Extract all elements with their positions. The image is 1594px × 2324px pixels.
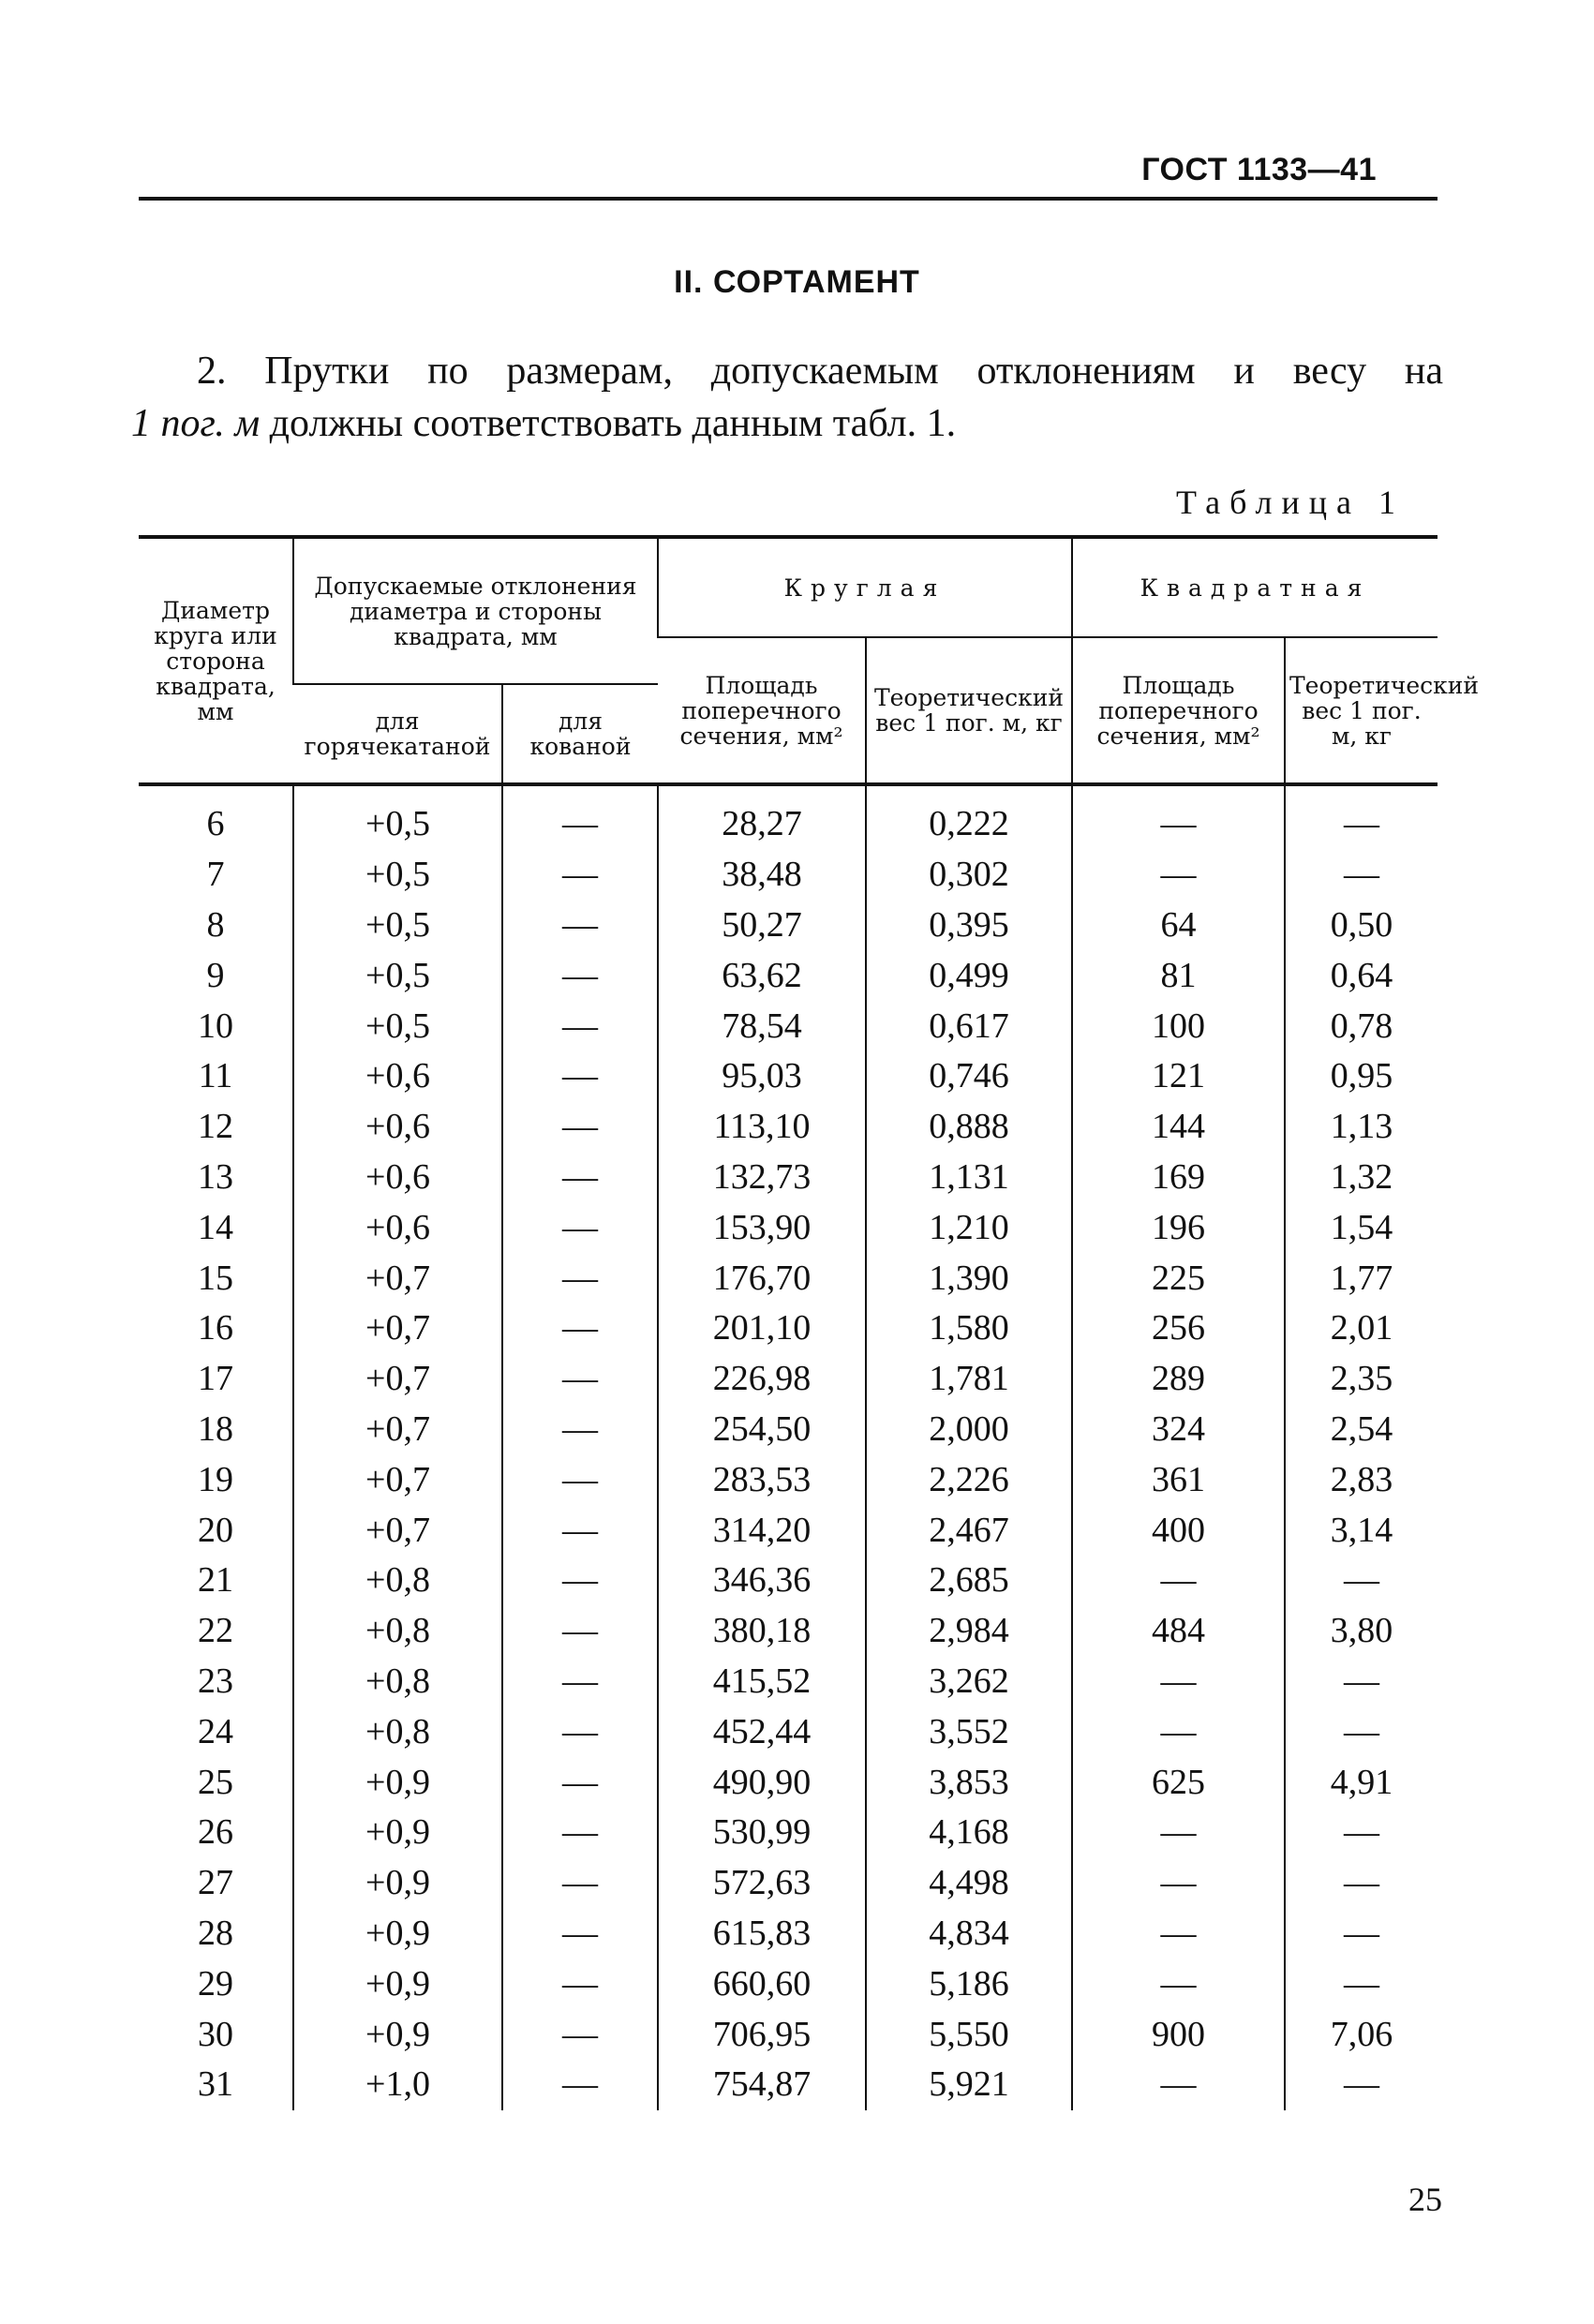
cell-tolerance-hot-rolled: +0,8 bbox=[293, 1606, 502, 1657]
table-row bbox=[139, 1556, 1438, 1606]
cell-tolerance-forged: — bbox=[502, 1253, 658, 1304]
cell-round-weight: 0,302 bbox=[866, 850, 1072, 901]
cell-tolerance-forged: — bbox=[502, 2009, 658, 2060]
cell-square-area: — bbox=[1072, 850, 1285, 901]
cell-square-area: — bbox=[1072, 1959, 1285, 2009]
cell-round-weight: 1,781 bbox=[866, 1354, 1072, 1405]
cell-round-area: 254,50 bbox=[658, 1405, 866, 1455]
cell-round-weight: 5,550 bbox=[866, 2009, 1072, 2060]
cell-size: 13 bbox=[198, 1156, 233, 1197]
cell-round-weight: 0,888 bbox=[866, 1102, 1072, 1153]
table-row bbox=[139, 1757, 1438, 1808]
table-row bbox=[139, 2009, 1438, 2060]
table-row bbox=[139, 2060, 1438, 2110]
cell-square-area: 121 bbox=[1072, 1051, 1285, 1102]
cell-size: 18 bbox=[198, 1408, 233, 1449]
cell-square-area: 100 bbox=[1072, 1001, 1285, 1051]
cell-tolerance-hot-rolled: +0,8 bbox=[293, 1706, 502, 1757]
cell-tolerance-forged: — bbox=[502, 1909, 658, 1959]
cell-round-area: 50,27 bbox=[658, 901, 866, 951]
cell-round-area: 380,18 bbox=[658, 1606, 866, 1657]
header-rule bbox=[139, 197, 1438, 201]
table-row bbox=[139, 1909, 1438, 1959]
cell-square-weight: 1,13 bbox=[1285, 1102, 1438, 1153]
paragraph-line-1: 2. Прутки по размерам, допускаемым отклонениям и весу на bbox=[197, 350, 1443, 393]
header-size: Диаметр круга или сторона квадрата, мм bbox=[139, 537, 293, 784]
cell-size: 9 bbox=[206, 955, 225, 995]
cell-square-weight: — bbox=[1285, 1556, 1438, 1606]
cell-tolerance-hot-rolled: +0,9 bbox=[293, 1909, 502, 1959]
cell-round-area: 572,63 bbox=[658, 1858, 866, 1909]
table-row bbox=[139, 1354, 1438, 1405]
cell-round-area: 95,03 bbox=[658, 1051, 866, 1102]
cell-tolerance-hot-rolled: +0,7 bbox=[293, 1304, 502, 1354]
cell-square-area: — bbox=[1072, 1706, 1285, 1757]
cell-tolerance-forged: — bbox=[502, 1505, 658, 1556]
cell-round-area: 226,98 bbox=[658, 1354, 866, 1405]
table-body bbox=[139, 784, 1438, 2110]
table-row bbox=[139, 950, 1438, 1001]
cell-size: 25 bbox=[198, 1762, 233, 1802]
table-row bbox=[139, 1657, 1438, 1707]
cell-round-area: 153,90 bbox=[658, 1202, 866, 1253]
cell-size: 12 bbox=[198, 1107, 233, 1147]
cell-size: 14 bbox=[198, 1207, 233, 1247]
cell-round-area: 78,54 bbox=[658, 1001, 866, 1051]
cell-square-weight: 0,64 bbox=[1285, 950, 1438, 1001]
cell-tolerance-forged: — bbox=[502, 1102, 658, 1153]
cell-round-area: 415,52 bbox=[658, 1657, 866, 1707]
cell-square-weight: 2,54 bbox=[1285, 1405, 1438, 1455]
cell-tolerance-hot-rolled: +0,5 bbox=[293, 1001, 502, 1051]
cell-round-area: 754,87 bbox=[658, 2060, 866, 2110]
table-row bbox=[139, 1102, 1438, 1153]
cell-round-area: 28,27 bbox=[658, 784, 866, 850]
cell-size: 23 bbox=[198, 1661, 233, 1701]
cell-tolerance-hot-rolled: +0,5 bbox=[293, 901, 502, 951]
cell-round-area: 38,48 bbox=[658, 850, 866, 901]
cell-round-area: 132,73 bbox=[658, 1153, 866, 1203]
header-hot-rolled: для горячекатаной bbox=[293, 684, 502, 784]
cell-tolerance-forged: — bbox=[502, 2060, 658, 2110]
cell-square-weight: 0,78 bbox=[1285, 1001, 1438, 1051]
table-row bbox=[139, 1858, 1438, 1909]
cell-round-weight: 4,168 bbox=[866, 1808, 1072, 1858]
table-row bbox=[139, 1505, 1438, 1556]
cell-round-area: 201,10 bbox=[658, 1304, 866, 1354]
cell-round-area: 452,44 bbox=[658, 1706, 866, 1757]
header-forged: для кованой bbox=[502, 684, 658, 784]
cell-round-weight: 0,499 bbox=[866, 950, 1072, 1001]
cell-square-area: — bbox=[1072, 1556, 1285, 1606]
cell-tolerance-hot-rolled: +0,6 bbox=[293, 1153, 502, 1203]
cell-size: 28 bbox=[198, 1913, 233, 1953]
cell-tolerance-forged: — bbox=[502, 1051, 658, 1102]
cell-round-weight: 2,000 bbox=[866, 1405, 1072, 1455]
cell-round-weight: 1,390 bbox=[866, 1253, 1072, 1304]
table-row bbox=[139, 1051, 1438, 1102]
cell-round-area: 346,36 bbox=[658, 1556, 866, 1606]
cell-tolerance-forged: — bbox=[502, 1556, 658, 1606]
cell-round-area: 706,95 bbox=[658, 2009, 866, 2060]
cell-tolerance-forged: — bbox=[502, 1001, 658, 1051]
cell-size: 10 bbox=[198, 1006, 233, 1046]
cell-tolerance-forged: — bbox=[502, 1757, 658, 1808]
cell-square-area: 900 bbox=[1072, 2009, 1285, 2060]
cell-round-weight: 3,552 bbox=[866, 1706, 1072, 1757]
cell-round-weight: 2,467 bbox=[866, 1505, 1072, 1556]
cell-round-weight: 2,226 bbox=[866, 1454, 1072, 1505]
cell-square-area: 400 bbox=[1072, 1505, 1285, 1556]
table-row bbox=[139, 1606, 1438, 1657]
cell-round-weight: 4,498 bbox=[866, 1858, 1072, 1909]
cell-square-weight: — bbox=[1285, 1858, 1438, 1909]
cell-square-weight: 0,95 bbox=[1285, 1051, 1438, 1102]
cell-tolerance-hot-rolled: +1,0 bbox=[293, 2060, 502, 2110]
cell-square-area: 225 bbox=[1072, 1253, 1285, 1304]
cell-square-area: — bbox=[1072, 2060, 1285, 2110]
cell-round-weight: 1,210 bbox=[866, 1202, 1072, 1253]
cell-round-weight: 4,834 bbox=[866, 1909, 1072, 1959]
cell-square-area: 289 bbox=[1072, 1354, 1285, 1405]
cell-tolerance-hot-rolled: +0,6 bbox=[293, 1102, 502, 1153]
paragraph-line-2-rest: должны соответствовать данным табл. 1. bbox=[260, 402, 957, 445]
cell-size: 27 bbox=[198, 1863, 233, 1903]
table-row bbox=[139, 1001, 1438, 1051]
cell-tolerance-hot-rolled: +0,7 bbox=[293, 1354, 502, 1405]
table-row bbox=[139, 850, 1438, 901]
cell-round-weight: 0,617 bbox=[866, 1001, 1072, 1051]
document-code: ГОСТ 1133—41 bbox=[1141, 152, 1377, 187]
cell-tolerance-hot-rolled: +0,8 bbox=[293, 1556, 502, 1606]
cell-tolerance-forged: — bbox=[502, 1657, 658, 1707]
cell-tolerance-forged: — bbox=[502, 901, 658, 951]
page-number: 25 bbox=[1408, 2181, 1442, 2218]
cell-tolerance-hot-rolled: +0,5 bbox=[293, 950, 502, 1001]
cell-tolerance-hot-rolled: +0,7 bbox=[293, 1253, 502, 1304]
table-label: Таблица 1 bbox=[1176, 484, 1405, 521]
cell-round-weight: 2,984 bbox=[866, 1606, 1072, 1657]
header-square-group: Квадратная bbox=[1072, 537, 1438, 637]
cell-size: 16 bbox=[198, 1308, 233, 1348]
cell-tolerance-forged: — bbox=[502, 950, 658, 1001]
header-round-group: Круглая bbox=[658, 537, 1072, 637]
cell-square-weight: — bbox=[1285, 1706, 1438, 1757]
cell-tolerance-hot-rolled: +0,9 bbox=[293, 1757, 502, 1808]
cell-tolerance-forged: — bbox=[502, 1304, 658, 1354]
cell-round-area: 490,90 bbox=[658, 1757, 866, 1808]
cell-tolerance-hot-rolled: +0,7 bbox=[293, 1405, 502, 1455]
table-row bbox=[139, 1959, 1438, 2009]
header-round-area: Площадь поперечного сечения, мм² bbox=[658, 637, 866, 784]
cell-square-weight: 1,54 bbox=[1285, 1202, 1438, 1253]
cell-round-weight: 3,262 bbox=[866, 1657, 1072, 1707]
cell-round-area: 530,99 bbox=[658, 1808, 866, 1858]
cell-tolerance-hot-rolled: +0,9 bbox=[293, 2009, 502, 2060]
cell-square-area: 81 bbox=[1072, 950, 1285, 1001]
cell-round-area: 615,83 bbox=[658, 1909, 866, 1959]
cell-round-weight: 3,853 bbox=[866, 1757, 1072, 1808]
cell-tolerance-forged: — bbox=[502, 1405, 658, 1455]
cell-square-weight: 2,01 bbox=[1285, 1304, 1438, 1354]
cell-square-area: 144 bbox=[1072, 1102, 1285, 1153]
cell-round-weight: 1,580 bbox=[866, 1304, 1072, 1354]
table-row bbox=[139, 1808, 1438, 1858]
cell-size: 30 bbox=[198, 2014, 233, 2054]
cell-round-weight: 5,186 bbox=[866, 1959, 1072, 2009]
cell-size: 17 bbox=[198, 1359, 233, 1399]
cell-tolerance-forged: — bbox=[502, 1606, 658, 1657]
cell-round-weight: 5,921 bbox=[866, 2060, 1072, 2110]
table-row bbox=[139, 1253, 1438, 1304]
cell-size: 24 bbox=[198, 1711, 233, 1751]
cell-tolerance-forged: — bbox=[502, 784, 658, 850]
cell-tolerance-hot-rolled: +0,5 bbox=[293, 850, 502, 901]
cell-round-area: 63,62 bbox=[658, 950, 866, 1001]
cell-square-weight: — bbox=[1285, 1909, 1438, 1959]
cell-round-weight: 0,222 bbox=[866, 784, 1072, 850]
cell-size: 31 bbox=[198, 2064, 233, 2105]
cell-tolerance-hot-rolled: +0,7 bbox=[293, 1454, 502, 1505]
cell-square-area: 484 bbox=[1072, 1606, 1285, 1657]
cell-round-weight: 2,685 bbox=[866, 1556, 1072, 1606]
table-row bbox=[139, 901, 1438, 951]
paragraph bbox=[131, 345, 1443, 450]
header-square-area: Площадь поперечного сечения, мм² bbox=[1072, 637, 1285, 784]
cell-square-weight: — bbox=[1285, 1808, 1438, 1858]
table-row bbox=[139, 1202, 1438, 1253]
cell-size: 11 bbox=[198, 1056, 233, 1096]
cell-round-area: 283,53 bbox=[658, 1454, 866, 1505]
cell-square-area: — bbox=[1072, 1858, 1285, 1909]
cell-tolerance-forged: — bbox=[502, 1354, 658, 1405]
cell-square-area: 324 bbox=[1072, 1405, 1285, 1455]
cell-round-weight: 0,395 bbox=[866, 901, 1072, 951]
sortament-table bbox=[139, 535, 1480, 2110]
table-row bbox=[139, 1405, 1438, 1455]
cell-size: 8 bbox=[206, 904, 225, 945]
unit-text: 1 пог. м bbox=[131, 402, 261, 445]
cell-square-weight: — bbox=[1285, 2060, 1438, 2110]
cell-tolerance-hot-rolled: +0,6 bbox=[293, 1202, 502, 1253]
cell-square-area: — bbox=[1072, 1808, 1285, 1858]
cell-square-area: 169 bbox=[1072, 1153, 1285, 1203]
cell-tolerance-forged: — bbox=[502, 850, 658, 901]
cell-square-area: — bbox=[1072, 1657, 1285, 1707]
cell-tolerance-forged: — bbox=[502, 1808, 658, 1858]
cell-size: 21 bbox=[198, 1560, 233, 1601]
cell-round-area: 113,10 bbox=[658, 1102, 866, 1153]
cell-tolerance-hot-rolled: +0,7 bbox=[293, 1505, 502, 1556]
cell-tolerance-hot-rolled: +0,6 bbox=[293, 1051, 502, 1102]
cell-round-area: 660,60 bbox=[658, 1959, 866, 2009]
cell-square-area: 256 bbox=[1072, 1304, 1285, 1354]
paragraph-line-2 bbox=[131, 397, 1443, 450]
cell-size: 29 bbox=[198, 1963, 233, 2004]
cell-tolerance-hot-rolled: +0,8 bbox=[293, 1657, 502, 1707]
cell-size: 7 bbox=[206, 855, 225, 895]
cell-square-weight: — bbox=[1285, 784, 1438, 850]
cell-tolerance-forged: — bbox=[502, 1858, 658, 1909]
header-square-weight: Теоретический вес 1 пог. м, кг bbox=[1285, 637, 1438, 784]
cell-size: 22 bbox=[198, 1611, 233, 1651]
header-round-weight: Теоретический вес 1 пог. м, кг bbox=[866, 637, 1072, 784]
cell-square-weight: 3,14 bbox=[1285, 1505, 1438, 1556]
cell-tolerance-hot-rolled: +0,9 bbox=[293, 1858, 502, 1909]
cell-size: 15 bbox=[198, 1258, 233, 1298]
cell-square-weight: 1,32 bbox=[1285, 1153, 1438, 1203]
cell-square-area: 361 bbox=[1072, 1454, 1285, 1505]
cell-size: 19 bbox=[198, 1459, 233, 1499]
cell-tolerance-forged: — bbox=[502, 1959, 658, 2009]
cell-square-weight: 0,50 bbox=[1285, 901, 1438, 951]
cell-tolerance-forged: — bbox=[502, 1454, 658, 1505]
cell-tolerance-forged: — bbox=[502, 1153, 658, 1203]
cell-round-weight: 1,131 bbox=[866, 1153, 1072, 1203]
table-row bbox=[139, 1706, 1438, 1757]
cell-size: 20 bbox=[198, 1510, 233, 1550]
cell-square-weight: 1,77 bbox=[1285, 1253, 1438, 1304]
cell-tolerance-hot-rolled: +0,9 bbox=[293, 1959, 502, 2009]
cell-square-weight: — bbox=[1285, 850, 1438, 901]
cell-square-area: 625 bbox=[1072, 1757, 1285, 1808]
header-tolerance-group: Допускаемые отклонения диаметра и стороны квадрата, мм bbox=[293, 537, 658, 684]
cell-size: 6 bbox=[206, 804, 225, 844]
cell-tolerance-hot-rolled: +0,9 bbox=[293, 1808, 502, 1858]
table-row bbox=[139, 784, 1438, 850]
cell-square-area: 196 bbox=[1072, 1202, 1285, 1253]
cell-square-area: — bbox=[1072, 784, 1285, 850]
cell-square-weight: 2,83 bbox=[1285, 1454, 1438, 1505]
cell-tolerance-forged: — bbox=[502, 1202, 658, 1253]
cell-round-area: 176,70 bbox=[658, 1253, 866, 1304]
cell-square-weight: — bbox=[1285, 1657, 1438, 1707]
table-row bbox=[139, 1153, 1438, 1203]
cell-round-area: 314,20 bbox=[658, 1505, 866, 1556]
table-row bbox=[139, 1454, 1438, 1505]
section-title: II. СОРТАМЕНТ bbox=[674, 264, 920, 300]
table-row bbox=[139, 1304, 1438, 1354]
cell-square-weight: 4,91 bbox=[1285, 1757, 1438, 1808]
cell-size: 26 bbox=[198, 1812, 233, 1853]
cell-square-weight: 3,80 bbox=[1285, 1606, 1438, 1657]
cell-square-area: 64 bbox=[1072, 901, 1285, 951]
cell-square-weight: — bbox=[1285, 1959, 1438, 2009]
cell-round-weight: 0,746 bbox=[866, 1051, 1072, 1102]
cell-tolerance-forged: — bbox=[502, 1706, 658, 1757]
cell-square-weight: 2,35 bbox=[1285, 1354, 1438, 1405]
cell-square-area: — bbox=[1072, 1909, 1285, 1959]
cell-square-weight: 7,06 bbox=[1285, 2009, 1438, 2060]
cell-tolerance-hot-rolled: +0,5 bbox=[293, 784, 502, 850]
